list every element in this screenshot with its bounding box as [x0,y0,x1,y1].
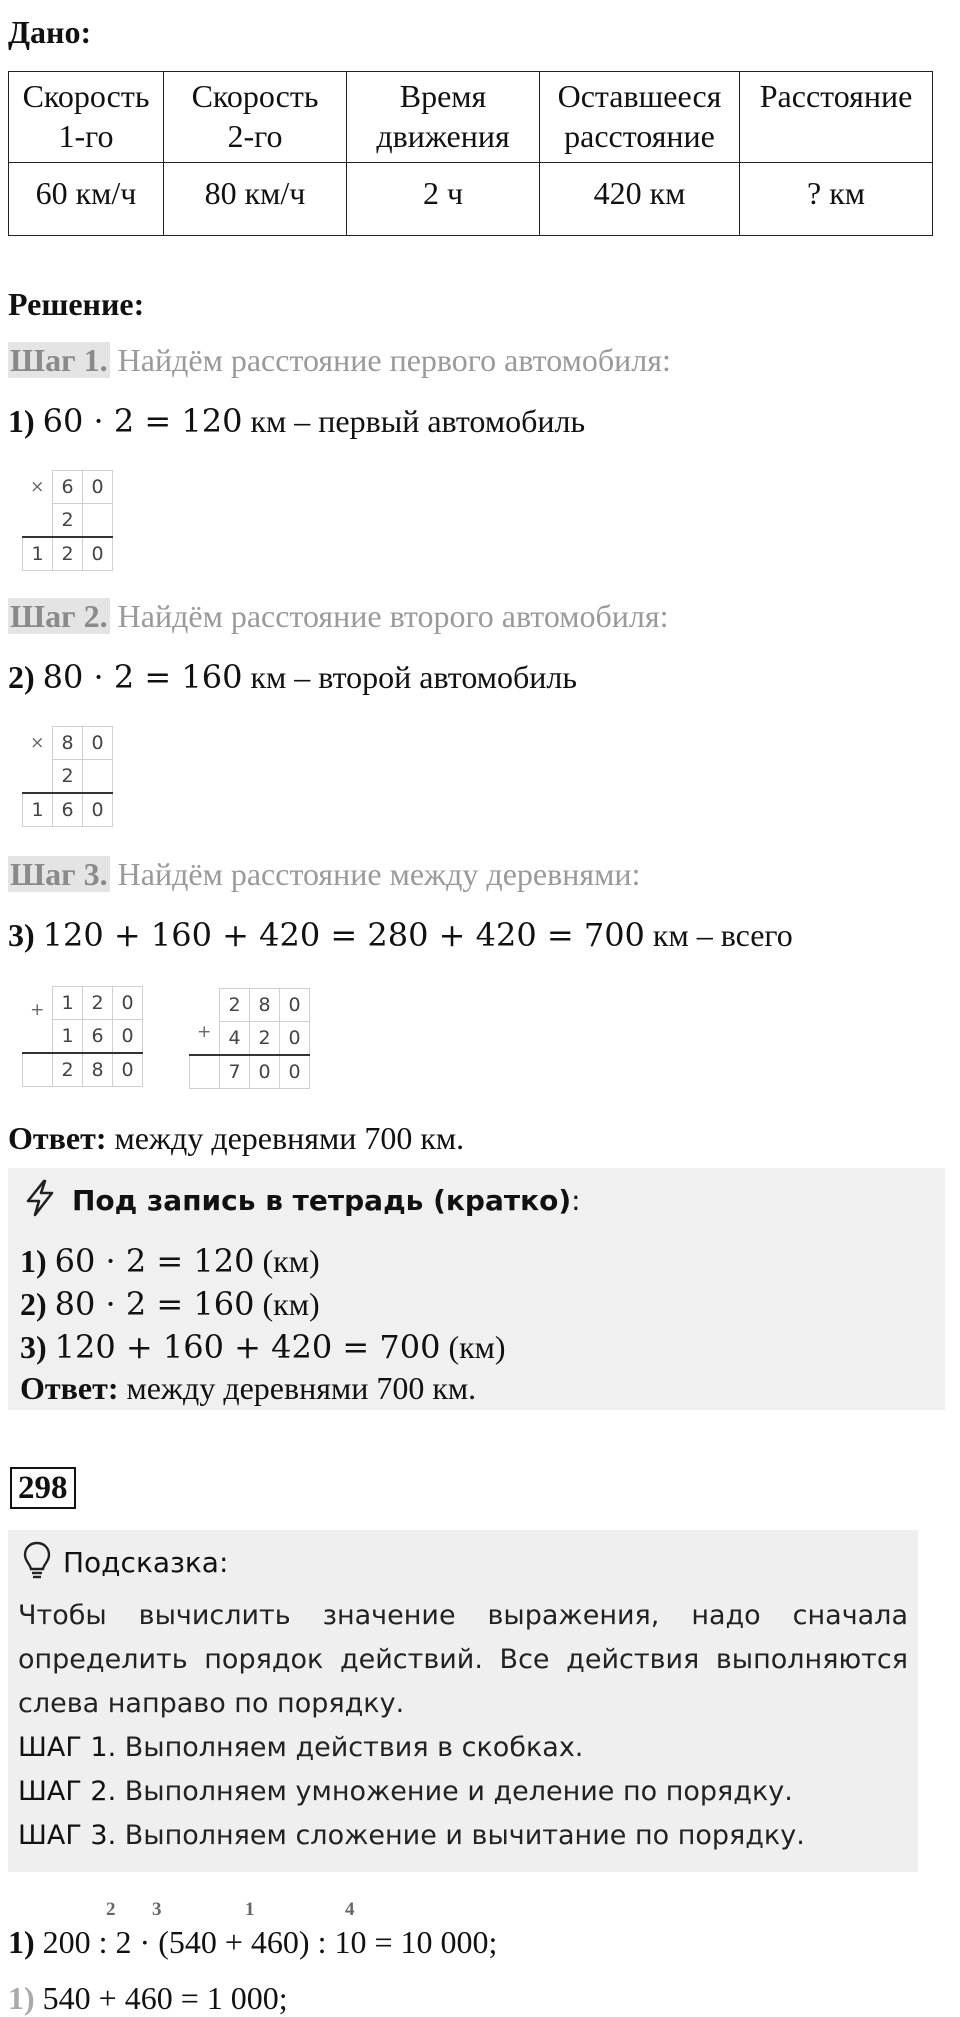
given-table [8,71,933,236]
header-cell: Оставшееся расстояние [540,72,740,163]
header-cell: Время движения [347,72,540,163]
value-cell: 60 км/ч [9,163,164,236]
notebook-answer: Ответ: между деревнями 700 км. [20,1370,477,1406]
solution-heading: Решение: [8,286,145,322]
lightbulb-icon [22,1540,52,1587]
sub-expression: 1) 540 + 460 = 1 000; [8,1980,288,2016]
value-cell: 2 ч [347,163,540,236]
addition-grid-2: 2 8 0 + 4 2 0 7 0 0 [189,988,310,1089]
header-cell: Расстояние [740,72,933,163]
hint-box [8,1530,918,1872]
lightning-icon [20,1178,60,1223]
order-mark: 4 [345,1899,355,1920]
notebook-line-2: 2) 80 · 2 = 160 (км) [20,1285,320,1323]
order-mark: 1 [245,1899,255,1920]
value-cell: 80 км/ч [164,163,347,236]
hint-paragraph: Чтобы вычислить значение выражения, надо сначала определить порядок действий. Все действия выполняются слева направо по порядку. [18,1600,908,1719]
problem-expression: 1) 200 : 2 · (540 + 460) : 10 = 10 000; [8,1924,498,1960]
step-1-equation: 1) 60 · 2 = 120 км – первый автомобиль [8,402,586,440]
step-1-heading: Шаг 1. Найдём расстояние первого автомобиля: [10,342,671,378]
step-2-heading: Шаг 2. Найдём расстояние второго автомобиля: [10,598,669,634]
addition-grid-1: + 1 2 0 1 6 0 2 8 0 [22,986,143,1087]
notebook-line-3: 3) 120 + 160 + 420 = 700 (км) [20,1328,506,1366]
order-mark: 3 [152,1899,162,1920]
given-heading: Дано: [8,14,92,50]
hint-step-1: ШАГ 1. Выполняем действия в скобках. [18,1732,584,1763]
value-cell: 420 км [540,163,740,236]
multiplication-grid-2: × 8 0 2 1 6 0 [22,726,113,827]
hint-step-3: ШАГ 3. Выполняем сложение и вычитание по порядку. [18,1820,805,1851]
answer-line: Ответ: между деревнями 700 км. [8,1120,465,1156]
notebook-box [8,1168,945,1410]
step-2-equation: 2) 80 · 2 = 160 км – второй автомобиль [8,658,577,696]
header-cell: Скорость 2-го [164,72,347,163]
step-3-heading: Шаг 3. Найдём расстояние между деревнями: [10,856,641,892]
step-3-equation: 3) 120 + 160 + 420 = 280 + 420 = 700 км – всего [8,916,793,954]
multiplication-grid-1: × 6 0 2 1 2 0 [22,470,113,571]
value-cell: ? км [740,163,933,236]
hint-title: Подсказка: [63,1546,229,1579]
notebook-line-1: 1) 60 · 2 = 120 (км) [20,1242,320,1280]
task-number: 298 [10,1467,76,1509]
header-cell: Скорость 1-го [9,72,164,163]
hint-step-2: ШАГ 2. Выполняем умножение и деление по порядку. [18,1776,793,1807]
order-mark: 2 [106,1899,116,1920]
notebook-title: Под запись в тетрадь (кратко): [72,1184,581,1217]
